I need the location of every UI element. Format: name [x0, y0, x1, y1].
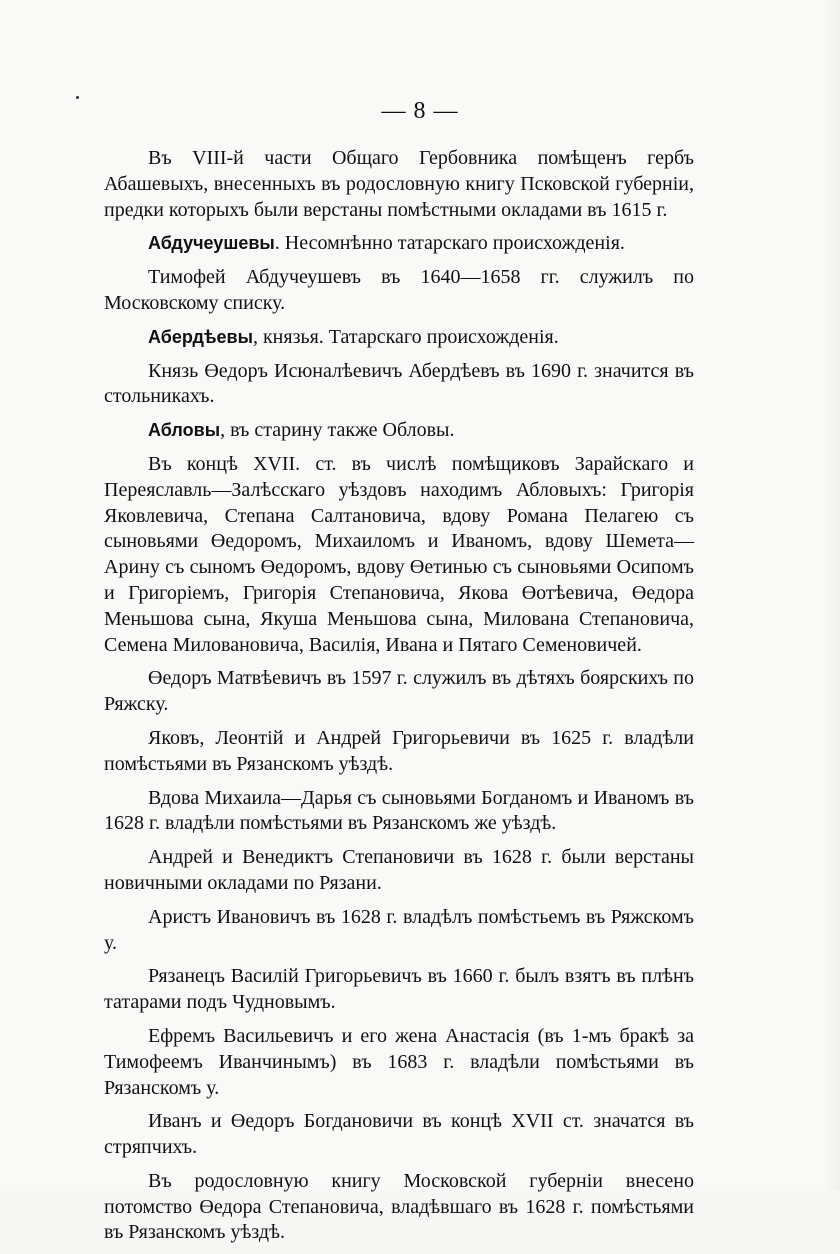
paragraph-6	[104, 418, 694, 444]
page-edge-shadow	[824, 0, 840, 1191]
paragraph-7-text: Въ концѣ XVII. ст. въ числѣ помѣщиковъ Зарайскаго и Переяславль—Залѣсскаго уѣздовъ находимъ Абловыхъ: Григорія Яковлевича, Степана Салтановича, вдову Романа Пелагею съ сыновьями Өедоромъ, Михаиломъ и Иваномъ, вдову Шемета—Арину съ сыномъ Өедоромъ, вдову Өетинью съ сыновьями Осипомъ и Григоріемъ, Григорія Степановича, Якова Өотѣевича, Өедора Меньшова сына, Якуша Меньшова сына, Милована Степановича, Семена Миловановича, Василія, Ивана и Пятаго Семеновичей.	[104, 452, 694, 656]
paragraph-15-text: Иванъ и Өедоръ Богдановичи въ концѣ XVII ст. значатся въ стряпчихъ.	[104, 1110, 694, 1159]
paragraph-5-text: Князь Өедоръ Исюналѣевичъ Абердѣевъ въ 1690 г. значится въ стольникахъ.	[104, 359, 694, 408]
paragraph-2-heading: Абдучеушевы	[148, 233, 275, 254]
paragraph-1	[104, 146, 694, 223]
paragraph-13	[104, 964, 694, 1016]
paragraph-16-text: Въ родословную книгу Московской губерніи внесено потомство Өедора Степановича, владѣвшаго въ 1628 г. помѣстьями въ Рязанскомъ уѣздѣ.	[104, 1169, 694, 1244]
paragraph-11	[104, 845, 694, 897]
paragraph-2-text: . Несомнѣнно татарскаго происхожденія.	[274, 232, 625, 255]
paragraph-3	[104, 265, 694, 317]
paragraph-10-text: Вдова Михаила—Дарья съ сыновьями Богданомъ и Иваномъ въ 1628 г. владѣли помѣстьями въ Рязанскомъ же уѣздѣ.	[104, 786, 694, 835]
paragraph-4-heading: Абердѣевы	[148, 326, 253, 347]
paragraph-5	[104, 359, 694, 411]
page-number: — 8 —	[381, 98, 459, 124]
page-body	[104, 146, 694, 1254]
paragraph-16	[104, 1169, 694, 1246]
paragraph-13-text: Рязанецъ Василій Григорьевичъ въ 1660 г. былъ взятъ въ плѣнъ татарами подъ Чудновымъ.	[104, 965, 694, 1014]
paragraph-10	[104, 786, 694, 838]
paragraph-14	[104, 1024, 694, 1101]
paragraph-4	[104, 325, 694, 351]
paragraph-15	[104, 1109, 694, 1161]
paragraph-9-text: Яковъ, Леонтій и Андрей Григорьевичи въ 1625 г. владѣли помѣстьями въ Рязанскомъ уѣздѣ.	[104, 726, 694, 775]
paragraph-4-text: , князья. Татарскаго происхожденія.	[252, 325, 559, 348]
paragraph-3-text: Тимофей Абдучеушевъ въ 1640—1658 гг. служилъ по Московскому списку.	[104, 266, 694, 314]
paragraph-8	[104, 666, 694, 718]
paragraph-8-text: Өедоръ Матвѣевичъ въ 1597 г. служилъ въ дѣтяхъ боярскихъ по Ряжску.	[104, 667, 694, 716]
paragraph-6-heading: Абловы	[148, 420, 221, 441]
paragraph-7	[104, 452, 694, 658]
paragraph-2	[104, 231, 694, 257]
paragraph-6-text: , въ старину также Обловы.	[220, 419, 455, 442]
paragraph-12	[104, 905, 694, 957]
paragraph-11-text: Андрей и Венедиктъ Степановичи въ 1628 г. были верстаны новичными окладами по Рязани.	[104, 846, 694, 894]
paragraph-14-text: Ефремъ Васильевичъ и его жена Анастасія (въ 1-мъ бракѣ за Тимофеемъ Иванчинымъ) въ 1683 г. владѣли помѣстьями въ Рязанскомъ у.	[104, 1024, 694, 1099]
paragraph-1-text: Въ VIII-й части Общаго Гербовника помѣщенъ гербъ Абашевыхъ, внесенныхъ въ родословную книгу Псковской губерніи, предки которыхъ были верстаны помѣстными окладами въ 1615 г.	[104, 147, 694, 221]
paragraph-12-text: Аристъ Ивановичъ въ 1628 г. владѣлъ помѣстьемъ въ Ряжскомъ у.	[104, 905, 694, 954]
paragraph-9	[104, 726, 694, 778]
